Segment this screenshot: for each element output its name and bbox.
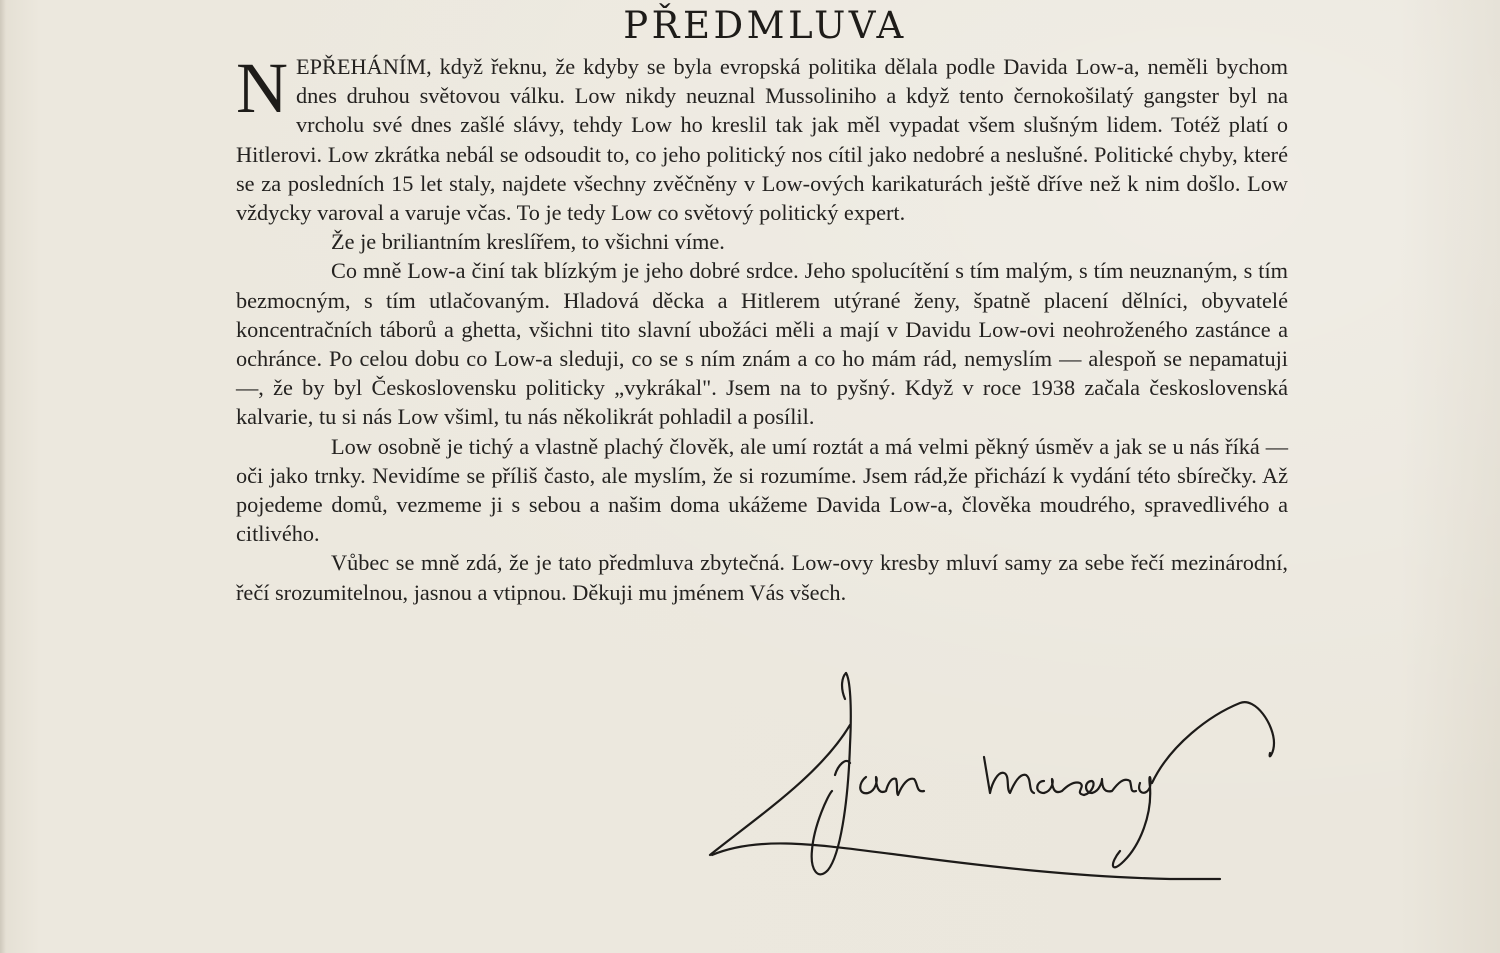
signature-stroke-an: [860, 777, 924, 795]
drop-cap: N: [236, 48, 288, 128]
handwritten-signature: [700, 665, 1300, 925]
signature-stroke-m: [984, 757, 1034, 793]
signature-stroke-underline: [712, 843, 1220, 879]
page-title: PŘEDMLUVA: [623, 4, 907, 47]
page-edge-shadow: [0, 0, 6, 953]
paragraph-4: Low osobně je tichý a vlastně plachý člověk, ale umí roztát a má velmi pěkný úsměv a jak se u nás říká — oči jako trnky. Nevidíme se příliš často, ale myslím, že si rozumíme. Jsem rád,že přichází k vydání této sbírečky. Až pojedeme domů, vezmeme ji s sebou a našim doma ukážeme Davida Low-a, člověka moudrého, spravedlivého a citlivého.: [236, 433, 1288, 547]
signature-stroke-tail: [1152, 702, 1274, 783]
paragraph-1: [236, 48, 1288, 227]
paragraph-3: Co mně Low-a činí tak blízkým je jeho dobré srdce. Jeho spolucítění s tím malým, s tím neuznaným, s tím bezmocným, s tím utlačovaným. Hladová děcka a Hitlerem utýrané ženy, špatně placení dělníci, obyvatelé koncentračních táborů a ghetta, všichni tito slavní ubožáci měli a mají v Davidu Low-ovi neohroženého zastánce a ochránce. Po celou dobu co Low-a sleduji, co se s ním znám a co ho mám rád, nemyslím — alespoň se nepamatuji —, že by byl Československu politicky „vykrákal". Jsem na to pyšný. Když v roce 1938 začala československá kalvarie, tu si nás Low všiml, tu nás několikrát pohladil a posílil.: [236, 258, 1288, 430]
paragraph-1-text: EPŘEHÁNÍM, když řeknu, že kdyby se byla evropská politika dělala podle Davida Low-a, neměli bychom dnes druhou světovou válku. Low nikdy neuznal Mussoliniho a když tento černokošilatý gangster byl na vrcholu své dnes zašlé slávy, tehdy Low ho kreslil tak jak měl vypadat všem slušným lidem. Totéž platí o Hitlerovi. Low zkrátka nebál se odsoudit to, co jeho politický nos cítil jako nedobré a neslušné. Politické chyby, které se za posledních 15 let staly, najdete všechny zvěčněny v Low-ových karikaturách ještě dříve než k nim došlo. Low vždycky varoval a varuje včas. To je tedy Low co světový politický expert.: [236, 54, 1288, 226]
preface-text: [236, 48, 1288, 607]
signature-stroke-j-loop: [710, 673, 850, 855]
signature-stroke-asar: [1037, 779, 1136, 795]
paragraph-5: Vůbec se mně zdá, že je tato předmluva zbytečná. Low-ovy kresby mluví samy za sebe řečí mezinárodní, řečí srozumitelnou, jasnou a vtipnou. Děkuji mu jménem Vás všech.: [236, 550, 1288, 605]
signature-stroke-j: [812, 673, 851, 874]
paragraph-2: Že je briliantním kreslířem, to všichni víme.: [331, 229, 725, 255]
